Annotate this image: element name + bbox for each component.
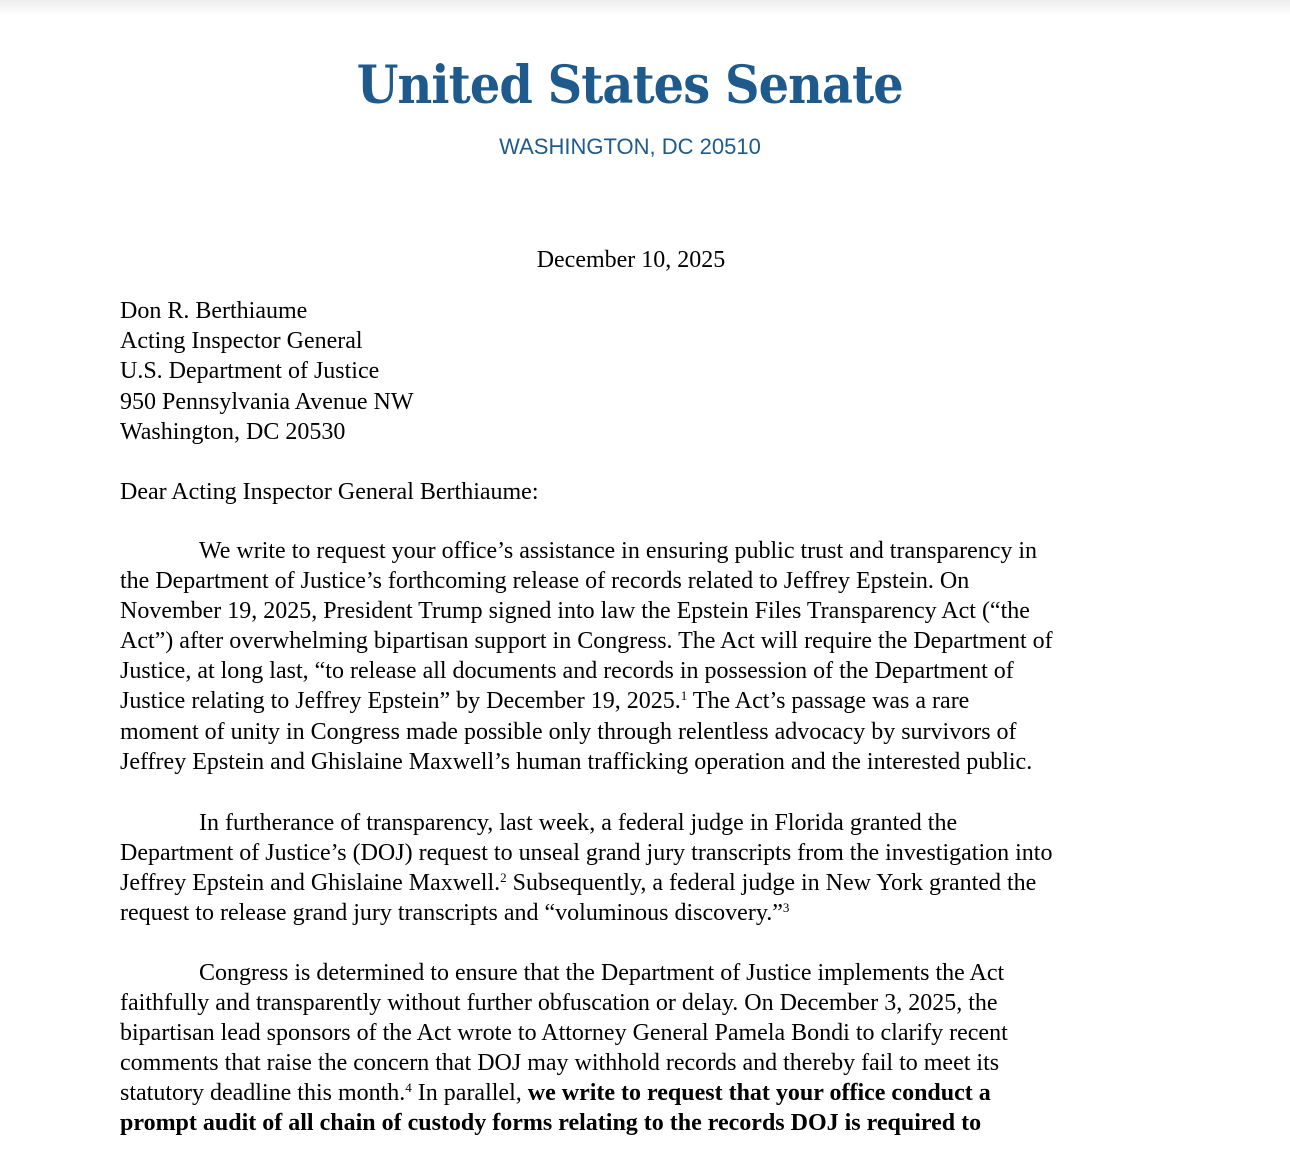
paragraph-line: Department of Justice’s (DOJ) request to unseal grand jury transcripts from the investigation into: [120, 840, 1053, 867]
line-text: The Act’s passage was a rare: [687, 688, 970, 715]
paragraph-line: Congress is determined to ensure that the Department of Justice implements the Act: [199, 960, 1005, 986]
line-text: request to release grand jury transcripts and “voluminous discovery.”: [120, 900, 783, 927]
paragraph-line: Justice, at long last, “to release all documents and records in possession of the Department of: [120, 658, 1014, 685]
recipient-organization: U.S. Department of Justice: [120, 358, 380, 385]
paragraph-line: Act”) after overwhelming bipartisan support in Congress. The Act will require the Department of: [120, 628, 1053, 655]
paragraph-line: [120, 1108, 1180, 1138]
paragraph-line: We write to request your office’s assistance in ensuring public trust and transparency in: [199, 538, 1038, 564]
paragraph-line: [120, 898, 1180, 928]
paragraph-1: [120, 536, 1180, 777]
salutation: Dear Acting Inspector General Berthiaume:: [120, 479, 539, 505]
paragraph-line: Jeffrey Epstein and Ghislaine Maxwell’s human trafficking operation and the interested public.: [120, 748, 1033, 775]
footnote-ref-2[interactable]: 2: [500, 870, 507, 886]
paragraph-line: [120, 868, 1180, 898]
line-text: Subsequently, a federal judge in New York granted the: [506, 870, 1037, 897]
paragraph-line: comments that raise the concern that DOJ may withhold records and thereby fail to meet its: [120, 1050, 1000, 1077]
footnote-ref-1[interactable]: 1: [680, 688, 688, 704]
paragraph-line: In furtherance of transparency, last week, a federal judge in Florida granted the: [199, 810, 958, 836]
paragraph-line: moment of unity in Congress made possible only through relentless advocacy by survivors of: [120, 718, 1017, 745]
bold-request-text: we write to request that your office conduct a: [527, 1080, 991, 1107]
bold-request-text: prompt audit of all chain of custody forms relating to the records DOJ is required to: [120, 1110, 982, 1137]
letterhead: [0, 48, 1260, 162]
line-text: statutory deadline this month.: [120, 1080, 406, 1107]
recipient-street: 950 Pennsylvania Avenue NW: [120, 388, 414, 415]
senate-location: WASHINGTON, DC 20510: [499, 134, 761, 159]
paragraph-line: faithfully and transparently without further obfuscation or delay. On December 3, 2025, the: [120, 990, 998, 1017]
recipient-title: Acting Inspector General: [120, 328, 363, 355]
recipient-address: [120, 296, 414, 447]
line-text: In parallel,: [411, 1080, 528, 1107]
footnote-ref-4[interactable]: 4: [405, 1080, 412, 1096]
footnote-ref-3[interactable]: 3: [782, 900, 790, 916]
paragraph-line: [120, 1078, 1180, 1108]
line-text: Jeffrey Epstein and Ghislaine Maxwell.: [120, 870, 501, 897]
paragraph-3: [120, 958, 1180, 1139]
page-top-shadow: [0, 0, 1290, 16]
paragraph-line: the Department of Justice’s forthcoming release of records related to Jeffrey Epstein. On: [120, 568, 970, 595]
recipient-city: Washington, DC 20530: [120, 418, 346, 445]
letter-date: December 10, 2025: [536, 247, 726, 273]
paragraph-2: [120, 808, 1180, 928]
paragraph-line: bipartisan lead sponsors of the Act wrote to Attorney General Pamela Bondi to clarify recent: [120, 1020, 1008, 1047]
paragraph-line: [120, 686, 1180, 716]
line-text: Justice relating to Jeffrey Epstein” by December 19, 2025.: [120, 688, 681, 715]
senate-title: United States Senate: [357, 55, 903, 116]
recipient-name: Don R. Berthiaume: [120, 298, 308, 324]
paragraph-line: November 19, 2025, President Trump signed into law the Epstein Files Transparency Act (“the: [120, 598, 1030, 625]
